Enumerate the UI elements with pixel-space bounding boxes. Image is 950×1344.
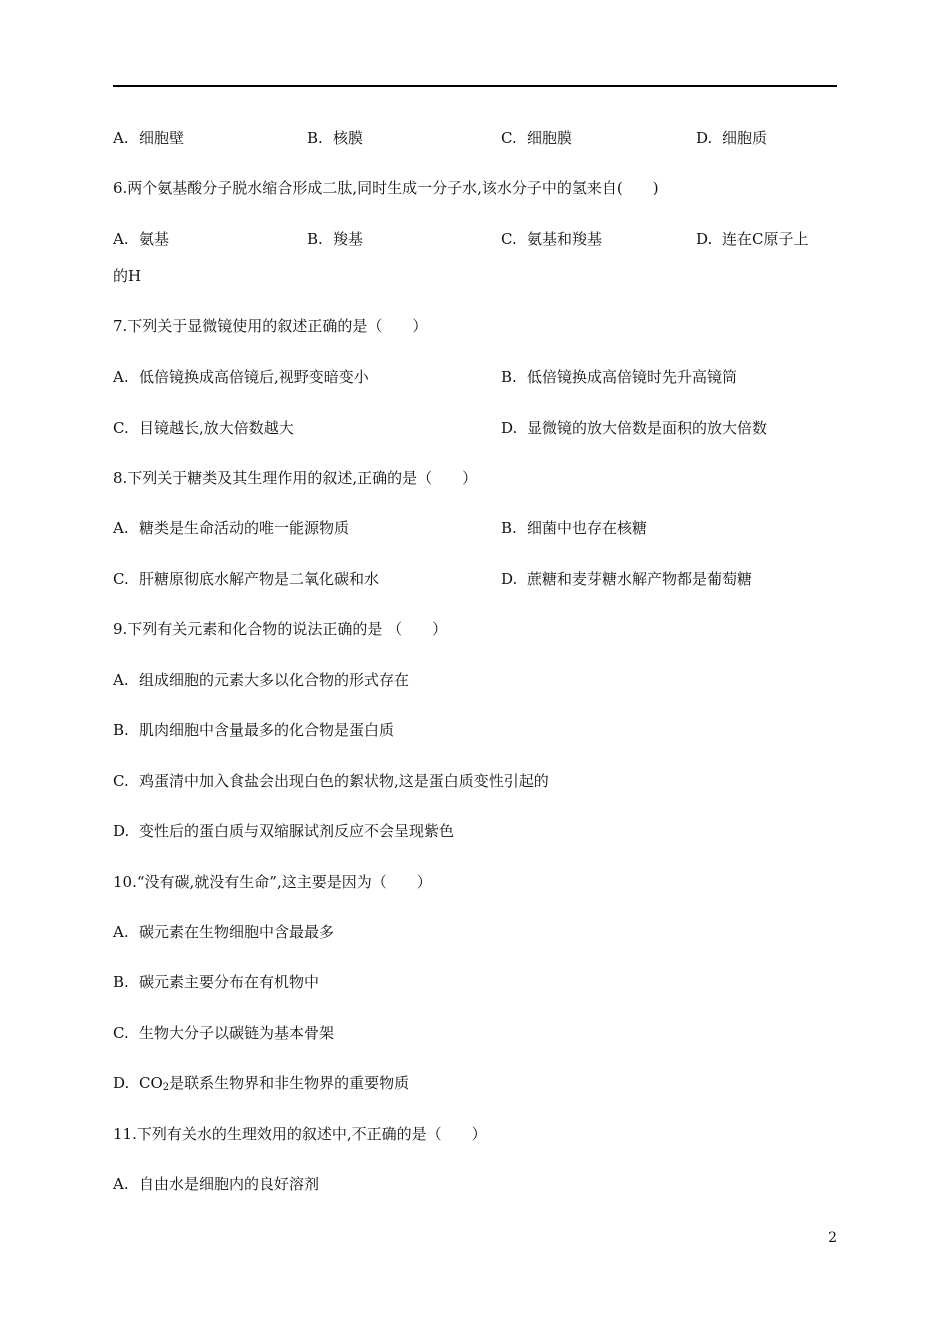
q7-stem: 7.下列关于显微镜使用的叙述正确的是（ ） bbox=[113, 317, 428, 335]
q6-option-d: D. 连在C原子上 bbox=[696, 230, 809, 248]
q5-option-d: D. 细胞质 bbox=[696, 129, 768, 147]
q9-option-d: D. 变性后的蛋白质与双缩脲试剂反应不会呈现紫色 bbox=[113, 822, 455, 840]
q7-option-c: C. 目镜越长,放大倍数越大 bbox=[113, 419, 294, 437]
q10-option-d: D. $CO_2$是联系生物界和非生物界的重要物质 bbox=[113, 1074, 410, 1093]
header-rule bbox=[113, 85, 837, 87]
q6-option-b: B. 羧基 bbox=[307, 230, 364, 248]
q6-option-a: A. 氨基 bbox=[113, 230, 170, 248]
q9-option-c: C. 鸡蛋清中加入食盐会出现白色的絮状物,这是蛋白质变性引起的 bbox=[113, 772, 549, 790]
q10-option-a: A. 碳元素在生物细胞中含最最多 bbox=[113, 923, 335, 941]
q7-option-a: A. 低倍镜换成高倍镜后,视野变暗变小 bbox=[113, 368, 369, 386]
q9-option-a: A. 组成细胞的元素大多以化合物的形式存在 bbox=[113, 671, 410, 689]
q8-option-d: D. 蔗糖和麦芽糖水解产物都是葡萄糖 bbox=[501, 570, 753, 588]
q11-option-a: A. 自由水是细胞内的良好溶剂 bbox=[113, 1175, 320, 1193]
q8-option-c: C. 肝糖原彻底水解产物是二氧化碳和水 bbox=[113, 570, 380, 588]
q5-option-a: A. 细胞壁 bbox=[113, 129, 185, 147]
q6-option-d-continuation: 的H bbox=[113, 267, 142, 285]
q5-option-c: C. 细胞膜 bbox=[501, 129, 573, 147]
q11-stem: 11.下列有关水的生理效用的叙述中,不正确的是（ ） bbox=[113, 1125, 487, 1143]
q10-stem: 10.“没有碳,就没有生命”,这主要是因为（ ） bbox=[113, 873, 432, 891]
q9-option-b: B. 肌肉细胞中含量最多的化合物是蛋白质 bbox=[113, 721, 395, 739]
q8-option-a: A. 糖类是生命活动的唯一能源物质 bbox=[113, 519, 350, 537]
q10-option-b: B. 碳元素主要分布在有机物中 bbox=[113, 973, 320, 991]
q8-stem: 8.下列关于糖类及其生理作用的叙述,正确的是（ ） bbox=[113, 469, 478, 487]
q10-option-c: C. 生物大分子以碳链为基本骨架 bbox=[113, 1024, 335, 1042]
q9-stem: 9.下列有关元素和化合物的说法正确的是 （ ） bbox=[113, 620, 448, 638]
q7-option-d: D. 显微镜的放大倍数是面积的放大倍数 bbox=[501, 419, 768, 437]
q6-stem: 6.两个氨基酸分子脱水缩合形成二肽,同时生成一分子水,该水分子中的氢来自( ) bbox=[113, 179, 659, 197]
q7-option-b: B. 低倍镜换成高倍镜时先升高镜筒 bbox=[501, 368, 738, 386]
page-number: 2 bbox=[828, 1230, 837, 1246]
q8-option-b: B. 细菌中也存在核糖 bbox=[501, 519, 648, 537]
q6-option-c: C. 氨基和羧基 bbox=[501, 230, 603, 248]
q5-option-b: B. 核膜 bbox=[307, 129, 364, 147]
